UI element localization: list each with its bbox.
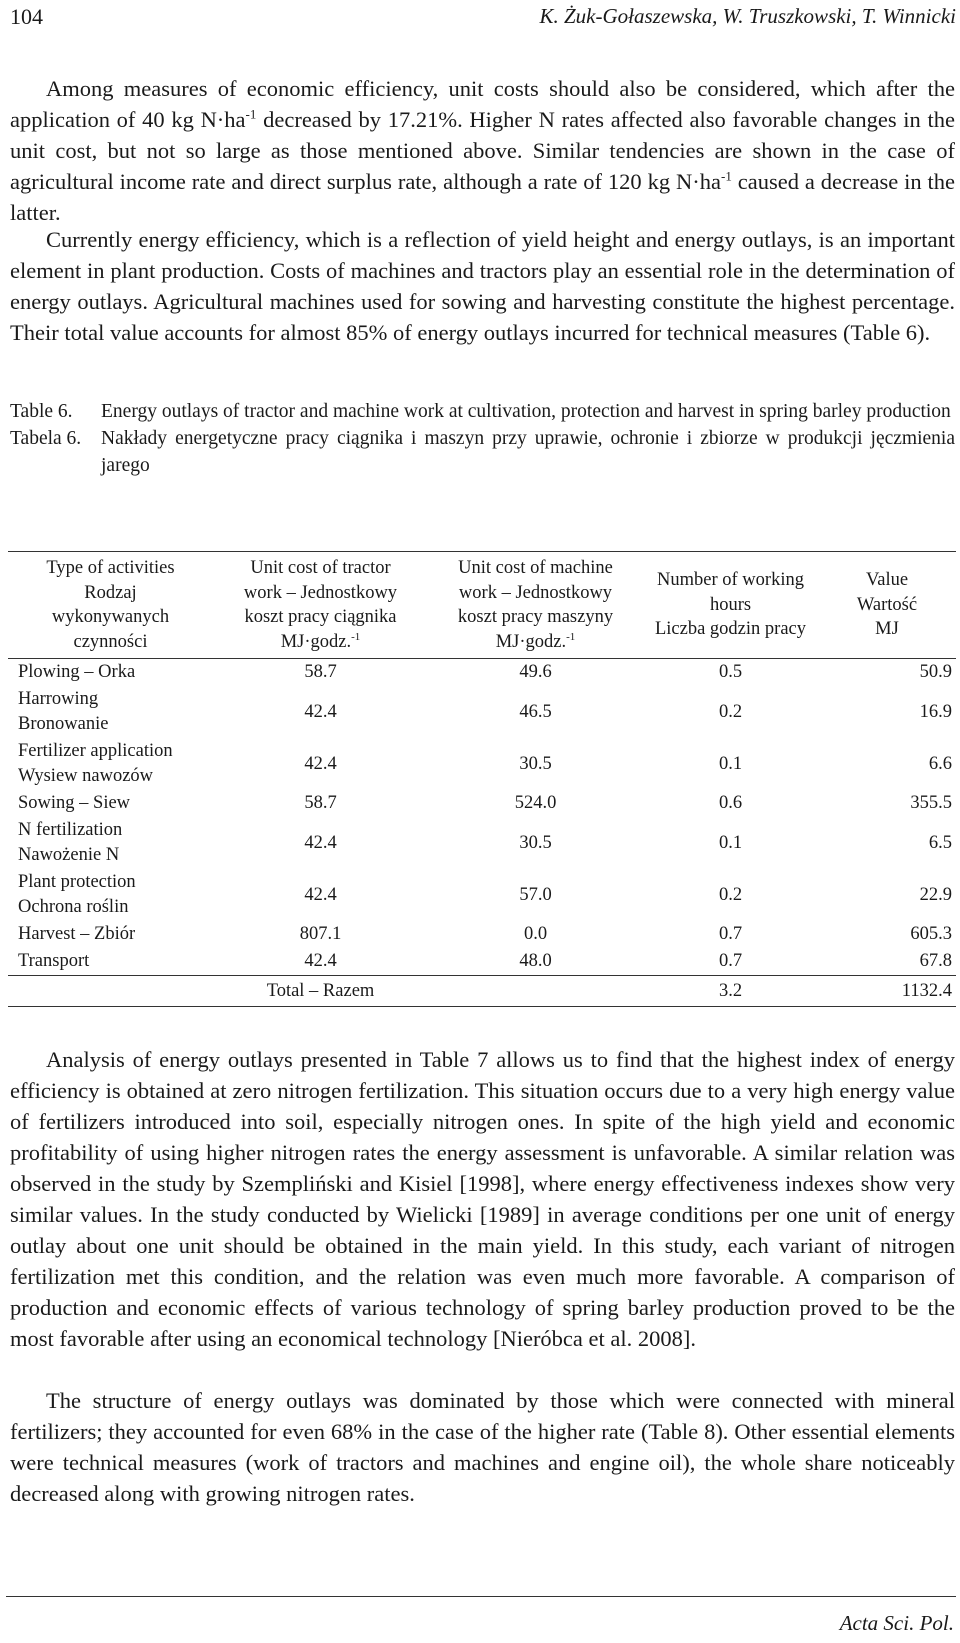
table-row bbox=[8, 738, 956, 790]
machine-cost-cell: 30.5 bbox=[519, 753, 552, 774]
row-label: Plowing – Orka bbox=[18, 662, 136, 682]
table-row bbox=[8, 817, 956, 869]
page-number: 104 bbox=[10, 4, 43, 29]
table-row bbox=[8, 686, 956, 738]
value-cell: 605.3 bbox=[910, 924, 952, 944]
table-row bbox=[8, 921, 956, 948]
table-row bbox=[8, 948, 956, 976]
tractor-cost-cell: 58.7 bbox=[304, 662, 337, 682]
paragraph-energy-efficiency: Currently energy efficiency, which is a reflection of yield height and energy outlays, is an important element in plant production. Costs of machines and tractors play an essential role in the determination of energy outlays. Agricultural machines used for sowing and harvesting constitute the highest percentage. Their total value accounts for almost 85% of energy outlays incurred for technical measures (Table 6). bbox=[10, 227, 955, 345]
tractor-cost-cell: 42.4 bbox=[304, 884, 337, 905]
total-label: Total – Razem bbox=[213, 976, 428, 1007]
machine-cost-cell: 48.0 bbox=[519, 951, 552, 971]
paragraph-text: decreased by 17.21%. Higher N rates affected also favorable changes in the unit cost, but not so large as those mentioned above. Similar tendencies are shown in the case of agricultural income rate and direct surplus rate, although a rate of 120 kg N·ha bbox=[10, 107, 956, 194]
paragraph-text: caused a decrease in the latter. bbox=[10, 169, 956, 225]
header-activity-type: Type of activities Rodzaj wykonywanych czynności bbox=[8, 552, 213, 659]
hours-cell: 0.1 bbox=[718, 753, 743, 774]
total-hours: 3.2 bbox=[643, 976, 818, 1007]
hours-cell: 0.7 bbox=[718, 924, 743, 944]
machine-cost-cell: 46.5 bbox=[519, 701, 552, 722]
caption-english bbox=[10, 398, 955, 425]
value-cell: 50.9 bbox=[919, 662, 952, 682]
value-cell: 67.8 bbox=[919, 951, 952, 971]
total-empty-cell bbox=[8, 976, 213, 1007]
hours-cell: 0.5 bbox=[718, 662, 743, 682]
row-label: N fertilization Nawożenie N bbox=[18, 820, 123, 865]
running-header-authors: K. Żuk-Gołaszewska, W. Truszkowski, T. Winnicki bbox=[539, 4, 956, 28]
paragraph-text: Among measures of economic efficiency, unit costs should also be considered, which after the application of 40 kg N·ha bbox=[10, 76, 955, 132]
value-cell: 16.9 bbox=[919, 701, 952, 722]
caption-text-pl: Nakłady energetyczne pracy ciągnika i maszyn przy uprawie, ochronie i zbiorze w produkcji jęczmienia jarego bbox=[101, 428, 955, 476]
caption-polish bbox=[10, 425, 955, 479]
header-machine-cost: Unit cost of machine work – Jednostkowy koszt pracy maszyny MJ·godz.$^{-1}$ bbox=[428, 552, 643, 659]
hours-cell: 0.2 bbox=[718, 884, 743, 905]
row-label: Transport bbox=[18, 951, 90, 971]
caption-text-en: Energy outlays of tractor and machine work at cultivation, protection and harvest in spring barley production bbox=[101, 401, 951, 422]
value-cell: 6.5 bbox=[928, 832, 952, 853]
table-total-row bbox=[8, 976, 956, 1007]
value-cell: 355.5 bbox=[910, 793, 952, 813]
machine-cost-cell: 57.0 bbox=[519, 884, 552, 905]
paragraph-structure: The structure of energy outlays was dominated by those which were connected with mineral fertilizers; they accounted for even 68% in the case of the higher rate (Table 8). Other essential elements were technical measures (work of tractors and machines and engine oil), the whole share noticeably decreased along with growing nitrogen rates. bbox=[10, 1388, 955, 1506]
tractor-cost-cell: 58.7 bbox=[304, 793, 337, 813]
header-tractor-cost: Unit cost of tractor work – Jednostkowy koszt pracy ciągnika MJ·godz.$^{-1}$ bbox=[213, 552, 428, 659]
machine-cost-cell: 0.0 bbox=[523, 924, 548, 944]
superscript: -1 bbox=[245, 106, 257, 122]
caption-label-pl: Tabela 6. bbox=[10, 428, 82, 449]
table-header-row bbox=[8, 552, 956, 659]
superscript: -1 bbox=[720, 168, 732, 184]
table-row bbox=[8, 659, 956, 687]
paragraph-unit-costs bbox=[10, 73, 955, 228]
hours-cell: 0.6 bbox=[718, 793, 743, 813]
footer-journal-name: Acta Sci. Pol. bbox=[839, 1611, 954, 1635]
value-cell: 6.6 bbox=[928, 753, 952, 774]
tractor-cost-cell: 42.4 bbox=[304, 832, 337, 853]
machine-cost-cell: 524.0 bbox=[514, 793, 557, 813]
row-label: Fertilizer application Wysiew nawozów bbox=[18, 741, 173, 786]
tractor-cost-cell: 807.1 bbox=[299, 924, 342, 944]
row-label: Sowing – Siew bbox=[18, 793, 131, 813]
table-row bbox=[8, 790, 956, 817]
tractor-cost-cell: 42.4 bbox=[304, 951, 337, 971]
energy-outlays-table bbox=[8, 551, 956, 1007]
row-label: Harvest – Zbiór bbox=[18, 924, 136, 944]
hours-cell: 0.7 bbox=[718, 951, 743, 971]
tractor-cost-cell: 42.4 bbox=[304, 753, 337, 774]
header-value: Value Wartość MJ bbox=[818, 552, 956, 659]
machine-cost-cell: 30.5 bbox=[519, 832, 552, 853]
row-label: Harrowing Bronowanie bbox=[18, 689, 109, 734]
paragraph-analysis: Analysis of energy outlays presented in Table 7 allows us to find that the highest index of energy efficiency is obtained at zero nitrogen fertilization. This situation occurs due to a very high energy value of fertilizers introduced into soil, especially nitrogen ones. In spite of the high yield and economic profitability of using higher nitrogen rates the energy assessment is unfavorable. A similar relation was observed in the study by Szempliński and Kisiel [1998], where energy effectiveness indexes show very similar values. In the study conducted by Wielicki [1989] in average conditions per one unit of energy outlay about one unit should be obtained in the main yield. In this study, each variant of nitrogen fertilization met this condition, and the relation was even much more favorable. A comparison of production and economic effects of various technology of spring barley production proved to be the most favorable after using an economical technology [Nieróbca et al. 2008]. bbox=[10, 1047, 955, 1351]
value-cell: 22.9 bbox=[919, 884, 952, 905]
row-label: Plant protection Ochrona roślin bbox=[18, 872, 136, 917]
footer-divider bbox=[6, 1596, 956, 1597]
total-value: 1132.4 bbox=[818, 976, 956, 1007]
table-row bbox=[8, 869, 956, 921]
hours-cell: 0.1 bbox=[718, 832, 743, 853]
hours-cell: 0.2 bbox=[718, 701, 743, 722]
caption-label-en: Table 6. bbox=[10, 401, 73, 422]
header-working-hours: Number of working hours Liczba godzin pracy bbox=[643, 552, 818, 659]
tractor-cost-cell: 42.4 bbox=[304, 701, 337, 722]
total-empty-cell bbox=[428, 976, 643, 1007]
table-caption bbox=[10, 398, 955, 479]
machine-cost-cell: 49.6 bbox=[519, 662, 552, 682]
